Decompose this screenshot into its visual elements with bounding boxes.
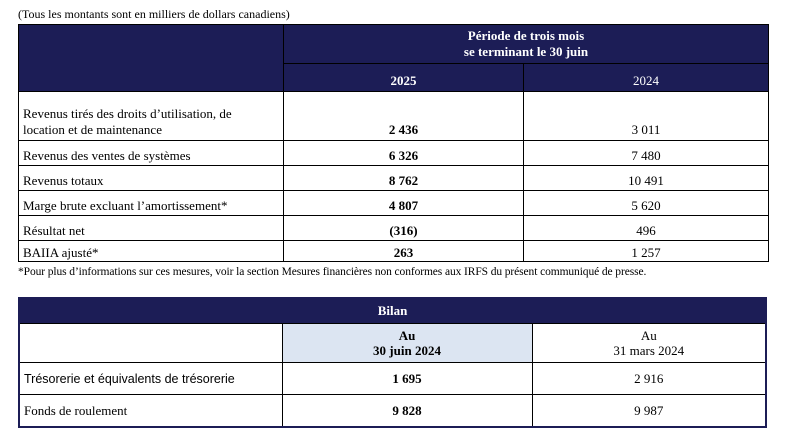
footnote: *Pour plus d’informations sur ces mesures, voir la section Mesures financières non conformes aux IRFS du présent communiqué de presse. — [18, 266, 647, 278]
value-previous: 7 480 — [524, 141, 769, 166]
value-previous: 3 011 — [524, 92, 769, 141]
value-previous: 1 257 — [524, 241, 769, 262]
year-current-header: 2025 — [284, 64, 524, 92]
bilan-title: Bilan — [19, 298, 766, 324]
row-label: BAIIA ajusté* — [19, 241, 284, 262]
date-header-blank — [19, 324, 282, 363]
table-row — [19, 216, 769, 241]
value-current: 8 762 — [284, 166, 524, 191]
value-col-b: 2 916 — [532, 363, 766, 395]
year-previous-header: 2024 — [524, 64, 769, 92]
row-label: Revenus des ventes de systèmes — [19, 141, 284, 166]
table-row — [19, 241, 769, 262]
value-previous: 496 — [524, 216, 769, 241]
period-line-2: se terminant le 30 juin — [463, 44, 589, 59]
date-col-b-line-1: Au — [640, 328, 657, 343]
row-label: Fonds de roulement — [19, 395, 282, 428]
table-row — [19, 141, 769, 166]
date-col-a-line-2: 30 juin 2024 — [373, 343, 441, 358]
row-label: Trésorerie et équivalents de trésorerie — [19, 363, 282, 395]
value-current: 4 807 — [284, 191, 524, 216]
value-previous: 5 620 — [524, 191, 769, 216]
date-header-row — [19, 324, 766, 363]
results-table — [18, 24, 769, 262]
date-col-b-header — [532, 324, 766, 363]
date-col-a-header — [282, 324, 532, 363]
table-row — [19, 191, 769, 216]
row-label — [19, 92, 284, 141]
value-previous: 10 491 — [524, 166, 769, 191]
table-row — [19, 395, 766, 428]
table-header-row — [19, 25, 769, 64]
row-label: Revenus totaux — [19, 166, 284, 191]
date-col-a-line-1: Au — [398, 328, 416, 343]
value-col-a: 1 695 — [282, 363, 532, 395]
row-label: Marge brute excluant l’amortissement* — [19, 191, 284, 216]
header-blank-cell — [19, 25, 284, 92]
value-current: 6 326 — [284, 141, 524, 166]
value-col-a: 9 828 — [282, 395, 532, 428]
period-line-1: Période de trois mois — [467, 28, 585, 43]
value-current: 263 — [284, 241, 524, 262]
value-current: (316) — [284, 216, 524, 241]
row-label-line-1: Revenus tirés des droits d’utilisation, de — [23, 106, 232, 121]
balance-sheet-table — [18, 297, 767, 428]
units-note: (Tous les montants sont en milliers de dollars canadiens) — [18, 7, 290, 21]
value-col-b: 9 987 — [532, 395, 766, 428]
table-row — [19, 92, 769, 141]
bilan-header-row — [19, 298, 766, 324]
period-header — [284, 25, 769, 64]
row-label-line-2: location et de maintenance — [23, 122, 162, 137]
date-col-b-line-2: 31 mars 2024 — [613, 343, 685, 358]
value-current: 2 436 — [284, 92, 524, 141]
table-row — [19, 363, 766, 395]
table-row — [19, 166, 769, 191]
row-label: Résultat net — [19, 216, 284, 241]
